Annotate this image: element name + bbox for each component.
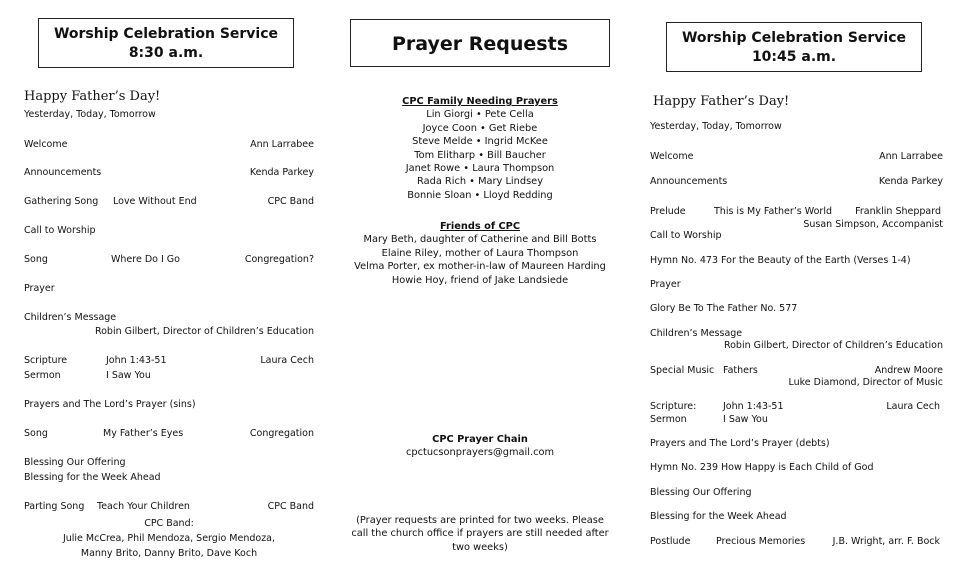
- prayer-chain-section: [340, 433, 620, 460]
- left-band-line2: Manny Brito, Danny Brito, Dave Koch: [80, 548, 258, 559]
- right-postlude-who: J.B. Wright, arr. F. Bock: [832, 536, 940, 547]
- right-announcements-who: Kenda Parkey: [878, 176, 943, 187]
- family-line: Joyce Coon • Get Riebe: [422, 122, 538, 134]
- right-sermon: Sermon: [650, 414, 687, 425]
- right-special-who2: Luke Diamond, Director of Music: [788, 377, 943, 388]
- right-prayer: Prayer: [650, 279, 681, 290]
- right-sermon-title: I Saw You: [723, 414, 768, 425]
- left-title-box: [38, 18, 294, 68]
- right-childrens-who: Robin Gilbert, Director of Children’s Education: [723, 340, 943, 351]
- left-sermon-title: I Saw You: [106, 370, 151, 381]
- left-gathering-title: Love Without End: [113, 196, 197, 207]
- friends-section: [340, 220, 620, 287]
- left-sermon: Sermon: [24, 370, 61, 381]
- left-prayers: Prayers and The Lord’s Prayer (sins): [24, 399, 196, 410]
- right-title-box: [666, 22, 922, 72]
- left-band-line1: Julie McCrea, Phil Mendoza, Sergio Mendoza,: [62, 533, 276, 544]
- family-heading: CPC Family Needing Prayers: [402, 96, 558, 107]
- left-song2: Song: [24, 428, 48, 439]
- family-line: Steve Melde • Ingrid McKee: [412, 136, 548, 148]
- friends-heading: Friends of CPC: [439, 221, 521, 232]
- right-postlude: Postlude: [650, 536, 691, 547]
- left-song2-title: My Father’s Eyes: [103, 428, 184, 439]
- right-childrens: Children’s Message: [650, 328, 743, 339]
- prayer-requests-title: Prayer Requests: [350, 19, 610, 67]
- right-hymn1: Hymn No. 473 For the Beauty of the Earth (Verses 1-4): [650, 255, 911, 266]
- left-childrens-who: Robin Gilbert, Director of Children’s Education: [94, 326, 314, 337]
- left-prayer: Prayer: [24, 283, 55, 294]
- right-welcome-who: Ann Larrabee: [879, 151, 943, 162]
- right-scripture-who: Laura Cech: [886, 401, 940, 412]
- prayer-note-line2: call the church office if prayers are still needed after: [351, 528, 609, 540]
- family-line: Janet Rowe • Laura Thompson: [405, 163, 555, 175]
- left-band-label: CPC Band:: [144, 518, 194, 529]
- right-scripture: Scripture:: [650, 401, 697, 412]
- right-blessing1: Blessing Our Offering: [650, 487, 752, 498]
- right-prelude-acc: Susan Simpson, Accompanist: [803, 219, 943, 230]
- right-prayers: Prayers and The Lord’s Prayer (debts): [650, 438, 830, 449]
- right-prelude-title: This is My Father’s World: [714, 206, 833, 217]
- left-call: Call to Worship: [24, 225, 96, 236]
- left-subtitle: Yesterday, Today, Tomorrow: [24, 109, 156, 120]
- friends-line: Howie Hoy, friend of Jake Landsiede: [391, 274, 569, 286]
- right-postlude-title: Precious Memories: [716, 536, 806, 547]
- right-call: Call to Worship: [650, 230, 722, 241]
- prayer-note-line3: two weeks): [452, 541, 508, 553]
- left-parting-title: Teach Your Children: [97, 501, 190, 512]
- right-announcements: Announcements: [650, 176, 728, 187]
- left-parting: Parting Song: [24, 501, 85, 512]
- family-line: Rada Rich • Mary Lindsey: [417, 176, 543, 188]
- right-greeting: Happy Father’s Day!: [653, 94, 790, 109]
- left-song2-who: Congregation: [249, 428, 314, 439]
- friends-line: Velma Porter, ex mother-in-law of Maureen Harding: [354, 261, 606, 273]
- friends-line: Mary Beth, daughter of Catherine and Bill Botts: [363, 234, 597, 246]
- right-glory: Glory Be To The Father No. 577: [650, 303, 798, 314]
- left-welcome-who: Ann Larrabee: [250, 139, 314, 150]
- right-prelude-who: Franklin Sheppard: [855, 206, 941, 217]
- right-welcome: Welcome: [650, 151, 694, 162]
- left-blessing2: Blessing for the Week Ahead: [24, 472, 161, 483]
- left-title-line2: 8:30 a.m.: [128, 45, 204, 61]
- left-welcome: Welcome: [24, 139, 68, 150]
- right-subtitle: Yesterday, Today, Tomorrow: [650, 121, 782, 132]
- left-gathering-who: CPC Band: [267, 196, 314, 207]
- left-announcements-who: Kenda Parkey: [249, 167, 314, 178]
- right-prelude: Prelude: [650, 206, 686, 217]
- left-announcements: Announcements: [24, 167, 102, 178]
- family-section: [340, 95, 620, 202]
- prayer-note-line1: (Prayer requests are printed for two weeks. Please: [356, 515, 604, 526]
- right-blessing2: Blessing for the Week Ahead: [650, 511, 787, 522]
- prayer-chain-heading: CPC Prayer Chain: [432, 434, 528, 445]
- friends-line: Elaine Riley, mother of Laura Thompson: [381, 247, 579, 259]
- right-special-who: Andrew Moore: [874, 365, 943, 376]
- left-scripture: Scripture: [24, 355, 68, 366]
- left-scripture-ref: John 1:43-51: [106, 355, 167, 366]
- right-title-line2: 10:45 a.m.: [751, 49, 837, 65]
- left-title-line1: Worship Celebration Service: [53, 26, 279, 42]
- left-blessing1: Blessing Our Offering: [24, 457, 126, 468]
- left-song1-title: Where Do I Go: [111, 254, 180, 265]
- right-special: Special Music: [650, 365, 715, 376]
- prayer-chain-email: cpctucsonprayers@gmail.com: [406, 447, 554, 459]
- right-hymn2: Hymn No. 239 How Happy is Each Child of God: [650, 462, 874, 473]
- left-gathering: Gathering Song: [24, 196, 99, 207]
- left-song1: Song: [24, 254, 48, 265]
- left-greeting: Happy Father’s Day!: [24, 89, 161, 104]
- left-song1-who: Congregation?: [244, 254, 314, 265]
- right-scripture-ref: John 1:43-51: [723, 401, 784, 412]
- prayer-note: [340, 514, 620, 554]
- family-line: Tom Elitharp • Bill Baucher: [414, 149, 546, 161]
- left-childrens: Children’s Message: [24, 312, 117, 323]
- right-title-line1: Worship Celebration Service: [681, 30, 907, 46]
- family-line: Bonnie Sloan • Lloyd Redding: [407, 189, 553, 201]
- left-parting-who: CPC Band: [267, 501, 314, 512]
- left-scripture-who: Laura Cech: [260, 355, 314, 366]
- family-line: Lin Giorgi • Pete Cella: [426, 109, 534, 121]
- right-special-title: Fathers: [723, 365, 758, 376]
